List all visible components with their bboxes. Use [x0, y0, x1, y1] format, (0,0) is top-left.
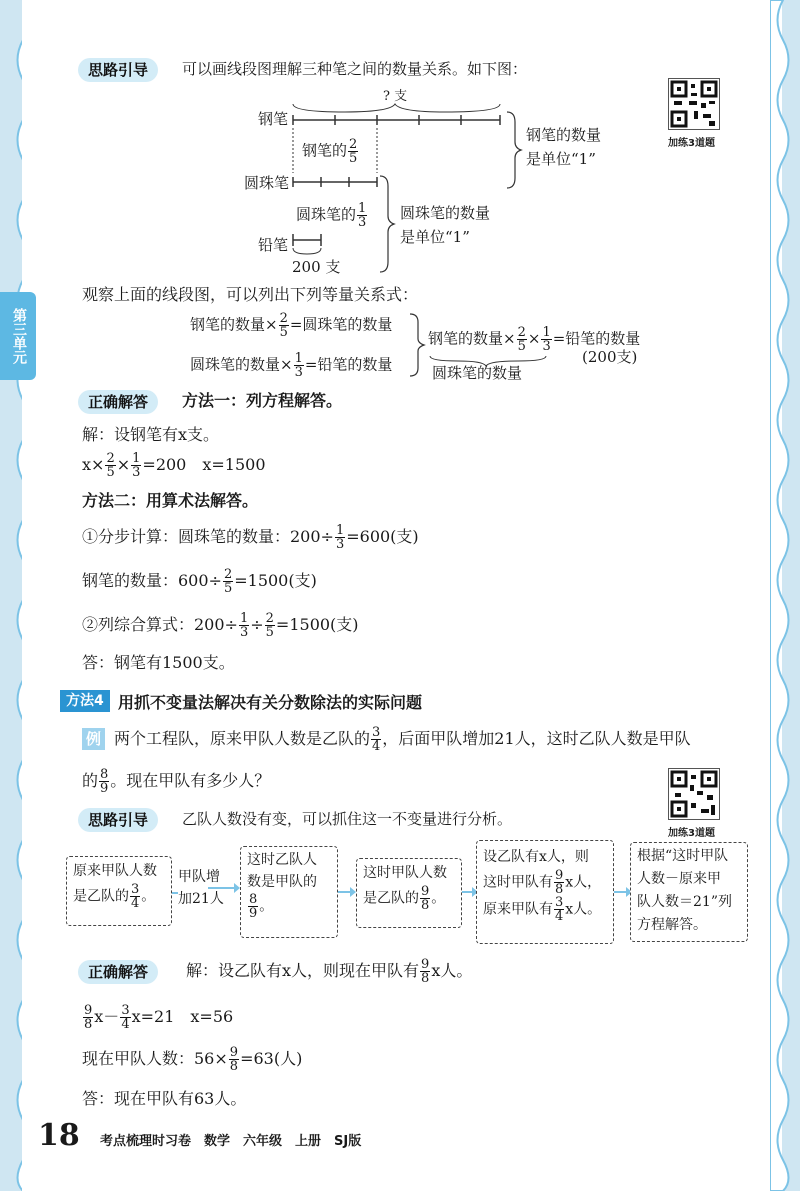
- eq-text: 钢笔的数量：600÷: [82, 571, 222, 590]
- frac-den: 8: [555, 882, 564, 897]
- brace-2: [378, 174, 398, 274]
- answer-final-1: 答：钢笔有1500支。: [82, 653, 235, 672]
- right-wave-border: [770, 0, 796, 1191]
- flow-text: 是乙队的: [363, 890, 419, 907]
- frac-den: 3: [358, 215, 367, 230]
- flow-text: 原来甲队有: [483, 901, 553, 918]
- ball-fraction-prefix: 圆珠笔的: [296, 205, 357, 224]
- frac-num: 1: [542, 325, 551, 340]
- frac-den: 5: [265, 625, 274, 640]
- answer-label: 正确解答: [78, 960, 158, 984]
- frac-num: 2: [517, 325, 526, 340]
- frac-num: 1: [239, 611, 249, 626]
- relation-text: =铅笔的数量: [304, 355, 393, 374]
- answer-final-2: 答：现在甲队有63人。: [82, 1089, 247, 1108]
- eq-text: x=21 x=56: [131, 1007, 234, 1026]
- frac-num: 3: [372, 725, 381, 740]
- qr-code-icon[interactable]: [668, 768, 720, 820]
- method-one: 方法一：列方程解答。: [182, 391, 343, 410]
- frac-num: 2: [279, 311, 288, 326]
- pen-segment: [290, 100, 510, 130]
- frac-den: 8: [229, 1059, 239, 1074]
- flow-text: 设乙队有x人，则: [483, 849, 589, 865]
- frac-den: 9: [100, 781, 109, 796]
- page-number: 18: [38, 1118, 80, 1153]
- ball-label: 圆珠笔: [244, 174, 290, 192]
- eq-text: ①分步计算：圆珠笔的数量：200÷: [82, 527, 334, 546]
- relation-text: =圆珠笔的数量: [289, 315, 393, 334]
- frac-num: 3: [121, 1003, 130, 1018]
- frac-den: 5: [517, 339, 526, 354]
- brace-1-line-2: 是单位“1”: [526, 150, 596, 168]
- frac-num: 2: [106, 451, 115, 466]
- frac-num: 8: [100, 767, 109, 782]
- operator: ×: [116, 455, 131, 474]
- relation-1: [190, 312, 392, 339]
- flow-text-line: [247, 893, 331, 920]
- eq-text: 解：设乙队有x人，则现在甲队有: [186, 961, 420, 980]
- frac-den: 3: [132, 465, 141, 480]
- pen-label: 钢笔: [258, 110, 289, 128]
- flow-text-line: [483, 869, 607, 896]
- method-title: 用抓不变量法解决有关分数除法的实际问题: [118, 693, 423, 712]
- frac-den: 5: [223, 581, 233, 596]
- example-line-2: [82, 764, 270, 798]
- ball-segment: [290, 172, 390, 196]
- frac-num: 3: [555, 895, 564, 910]
- flow-text: 方程解答。: [637, 917, 707, 933]
- observe-text: 观察上面的线段图，可以列出下列等量关系式：: [82, 285, 419, 304]
- frac-num: 1: [294, 351, 303, 366]
- flow-text: 这时甲队人数: [363, 865, 447, 881]
- flow-box-4: [356, 858, 462, 928]
- flow-text: 队人数＝21”列: [637, 894, 732, 910]
- eq-text: =1500(支): [234, 571, 317, 590]
- frac-den: 9: [249, 906, 258, 921]
- example-line-1: [114, 722, 691, 756]
- equation-1: [82, 452, 266, 479]
- eq-text: =1500(支): [275, 615, 359, 634]
- eq-text: x－: [94, 1007, 120, 1026]
- now-count: [82, 1046, 302, 1073]
- relation-brace: [408, 312, 428, 378]
- method-two: 方法二：用算术法解答。: [82, 491, 259, 510]
- eq-text: x人。: [431, 961, 473, 980]
- frac-num: 9: [84, 1003, 93, 1018]
- hint-label: 思路引导: [78, 58, 158, 82]
- frac-den: 4: [555, 909, 564, 924]
- brace-1-line-1: 钢笔的数量: [526, 126, 602, 144]
- frac-num: 8: [249, 892, 258, 907]
- eq-text: =63(人): [240, 1049, 303, 1068]
- hint-label: 思路引导: [78, 808, 158, 832]
- frac-num: 9: [229, 1045, 239, 1060]
- eq-text: 现在甲队人数：56×: [82, 1049, 228, 1068]
- flow-text: 人数－原来甲: [637, 871, 721, 887]
- relation-text: 圆珠笔的数量×: [190, 355, 293, 374]
- step-calc-2: [82, 568, 317, 595]
- flow-text-line: [73, 883, 165, 910]
- method-tag: 方法4: [60, 690, 110, 712]
- combined-paren: (200支): [582, 348, 638, 366]
- operator: ×: [527, 329, 541, 348]
- step-calc-3: [82, 612, 359, 639]
- hint-text: 乙队人数没有变，可以抓住这一不变量进行分析。: [182, 810, 513, 828]
- operator: ÷: [250, 615, 264, 634]
- equation-2: [82, 1004, 233, 1031]
- eq-text: ②列综合算式：200÷: [82, 615, 238, 634]
- qr-caption: 加练3道题: [668, 138, 715, 149]
- flow-box-3: [240, 846, 338, 938]
- frac-den: 5: [106, 465, 115, 480]
- combined-under-label: 圆珠笔的数量: [432, 364, 523, 382]
- flow-box-6: [630, 842, 748, 942]
- pen-fraction-prefix: 钢笔的: [302, 141, 348, 160]
- qr-caption: 加练3道题: [668, 828, 715, 839]
- pencil-segment: [290, 228, 330, 258]
- relation-text: 钢笔的数量×: [428, 329, 516, 348]
- flow-text: x人。: [565, 901, 602, 918]
- flow-text: 甲队增: [178, 869, 220, 885]
- relation-2: [190, 352, 392, 379]
- flow-text-line: [363, 885, 455, 912]
- brace-2-line-2: 是单位“1”: [400, 228, 470, 246]
- qr-code-icon[interactable]: [668, 78, 720, 130]
- brace-1: [505, 110, 525, 190]
- arrow-icon: [338, 886, 356, 898]
- solve-step-1: 解：设钢笔有x支。: [82, 425, 220, 444]
- frac-num: 2: [223, 567, 233, 582]
- footer-text: 考点梳理时习卷 数学 六年级 上册 SJ版: [100, 1134, 362, 1149]
- frac-num: 3: [131, 882, 140, 897]
- flow-text-line: [483, 896, 607, 923]
- frac-num: 9: [555, 868, 564, 883]
- question-label: ? 支: [383, 89, 408, 104]
- flow-text: 。: [141, 888, 156, 905]
- eq-text: =600(支): [346, 527, 419, 546]
- eq-text: =200 x=1500: [142, 455, 266, 474]
- flow-box-5: [476, 840, 614, 944]
- relation-text: 钢笔的数量×: [190, 315, 278, 334]
- frac-den: 8: [421, 971, 430, 986]
- flow-text: 。: [259, 898, 274, 915]
- frac-den: 5: [279, 325, 288, 340]
- eq-text: x×: [82, 455, 105, 474]
- example-text: 。现在甲队有多少人？: [110, 771, 271, 790]
- hint-text: 可以画线段图理解三种笔之间的数量关系。如下图：: [182, 60, 528, 78]
- flow-text: 这时甲队有: [483, 874, 553, 891]
- example-tag: 例: [82, 728, 105, 750]
- example-text: 两个工程队，原来甲队人数是乙队的: [114, 729, 371, 748]
- flow-text: 这时乙队人: [247, 852, 317, 868]
- solve-line: [186, 958, 472, 985]
- pencil-count: 200 支: [292, 258, 341, 276]
- frac-den: 8: [421, 898, 430, 913]
- frac-num: 9: [421, 884, 430, 899]
- relation-text: =铅笔的数量: [552, 329, 641, 348]
- frac-den: 4: [372, 739, 381, 754]
- frac-den: 3: [542, 339, 551, 354]
- flow-box-1: [66, 856, 172, 926]
- flow-text: 是乙队的: [73, 888, 129, 905]
- flow-text: 数是甲队的: [247, 874, 317, 890]
- example-text: 的: [82, 771, 99, 790]
- frac-num: 2: [265, 611, 274, 626]
- frac-num: 1: [335, 523, 345, 538]
- flow-text: 。: [431, 890, 446, 907]
- frac-num: 2: [349, 137, 358, 152]
- flow-text: 根据“这时甲队: [637, 848, 729, 864]
- step-calc-1: [82, 524, 419, 551]
- frac-num: 1: [358, 201, 367, 216]
- frac-den: 3: [335, 537, 345, 552]
- frac-den: 3: [294, 365, 303, 380]
- ball-fraction-label: [296, 202, 368, 229]
- frac-den: 4: [131, 896, 140, 911]
- flow-text: x人，: [565, 874, 602, 891]
- frac-den: 4: [121, 1017, 130, 1032]
- unit-side-tab[interactable]: 第三单元: [0, 292, 36, 380]
- frac-num: 1: [132, 451, 141, 466]
- frac-den: 3: [239, 625, 249, 640]
- answer-label: 正确解答: [78, 390, 158, 414]
- frac-num: 9: [421, 957, 430, 972]
- flow-text: 加21人: [178, 891, 224, 907]
- pencil-label: 铅笔: [258, 236, 289, 254]
- example-text: ，后面甲队增加21人，这时乙队人数是甲队: [382, 729, 691, 748]
- brace-2-line-1: 圆珠笔的数量: [400, 204, 491, 222]
- flow-text: 原来甲队人数: [73, 863, 157, 879]
- arrow-icon: [208, 882, 240, 894]
- frac-den: 8: [84, 1017, 93, 1032]
- frac-den: 5: [349, 151, 358, 166]
